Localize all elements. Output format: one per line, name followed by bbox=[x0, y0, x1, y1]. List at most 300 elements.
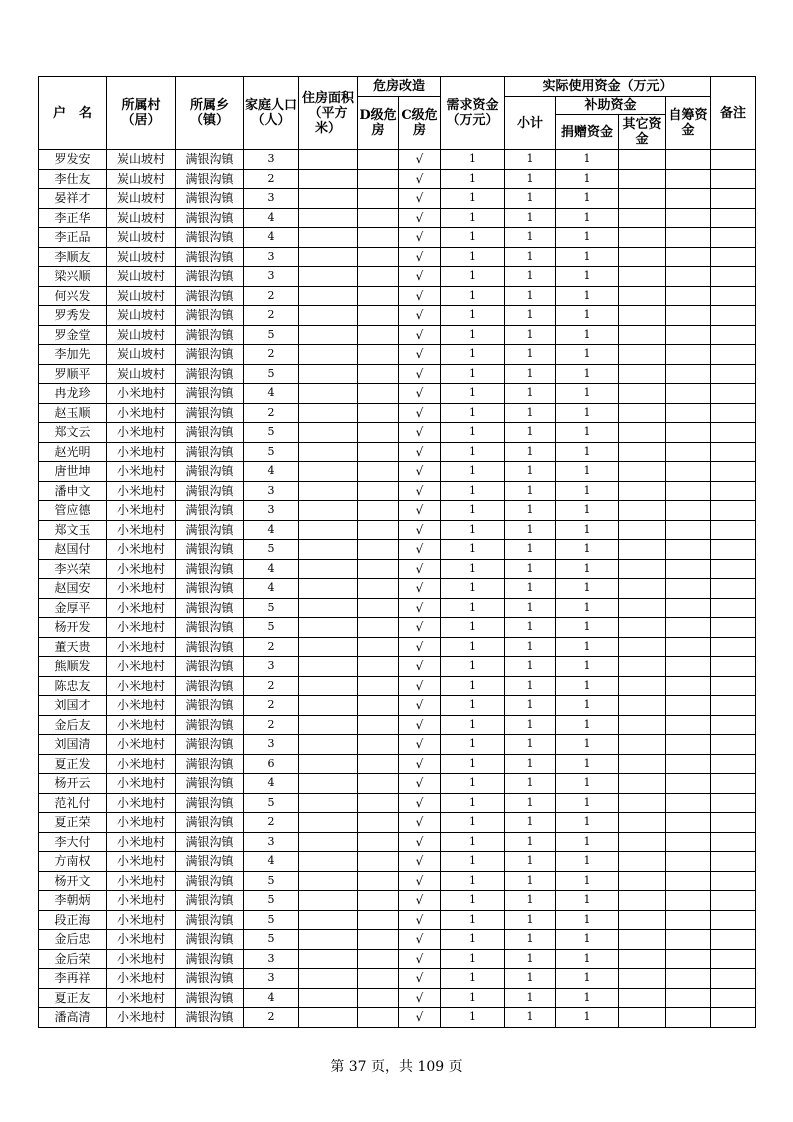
cell-population: 2 bbox=[244, 286, 299, 306]
housing-funding-table bbox=[38, 76, 756, 1028]
cell-need-funds: 1 bbox=[441, 715, 505, 735]
cell-other bbox=[619, 637, 666, 657]
table-row bbox=[39, 384, 756, 404]
cell-township: 满银沟镇 bbox=[176, 384, 244, 404]
cell-village: 炭山坡村 bbox=[107, 228, 176, 248]
cell-donation: 1 bbox=[556, 949, 619, 969]
cell-population: 2 bbox=[244, 169, 299, 189]
cell-other bbox=[619, 774, 666, 794]
cell-area bbox=[299, 481, 358, 501]
cell-village: 炭山坡村 bbox=[107, 364, 176, 384]
header-d-level: D级危房 bbox=[358, 97, 399, 150]
cell-d-level bbox=[358, 930, 399, 950]
cell-donation: 1 bbox=[556, 403, 619, 423]
cell-area bbox=[299, 442, 358, 462]
cell-d-level bbox=[358, 618, 399, 638]
table-row bbox=[39, 598, 756, 618]
cell-name: 李加先 bbox=[39, 345, 107, 365]
cell-donation: 1 bbox=[556, 559, 619, 579]
cell-village: 小米地村 bbox=[107, 969, 176, 989]
cell-village: 炭山坡村 bbox=[107, 208, 176, 228]
cell-village: 小米地村 bbox=[107, 696, 176, 716]
cell-population: 2 bbox=[244, 1008, 299, 1028]
cell-other bbox=[619, 423, 666, 443]
cell-subtotal: 1 bbox=[505, 364, 556, 384]
header-population: 家庭人口（人） bbox=[244, 77, 299, 150]
cell-other bbox=[619, 189, 666, 209]
cell-area bbox=[299, 852, 358, 872]
cell-remarks bbox=[711, 832, 756, 852]
funding-table-container bbox=[38, 76, 755, 1028]
cell-village: 小米地村 bbox=[107, 501, 176, 521]
cell-donation: 1 bbox=[556, 696, 619, 716]
header-renovation: 危房改造 bbox=[358, 77, 441, 97]
cell-remarks bbox=[711, 481, 756, 501]
cell-name: 刘国才 bbox=[39, 696, 107, 716]
cell-need-funds: 1 bbox=[441, 384, 505, 404]
cell-name: 李大付 bbox=[39, 832, 107, 852]
cell-other bbox=[619, 247, 666, 267]
cell-name: 范礼付 bbox=[39, 793, 107, 813]
cell-village: 小米地村 bbox=[107, 813, 176, 833]
table-row bbox=[39, 715, 756, 735]
cell-need-funds: 1 bbox=[441, 930, 505, 950]
cell-area bbox=[299, 774, 358, 794]
cell-township: 满银沟镇 bbox=[176, 559, 244, 579]
cell-c-level: √ bbox=[399, 364, 441, 384]
cell-c-level: √ bbox=[399, 325, 441, 345]
cell-subtotal: 1 bbox=[505, 325, 556, 345]
cell-township: 满银沟镇 bbox=[176, 325, 244, 345]
cell-d-level bbox=[358, 306, 399, 326]
cell-name: 晏祥才 bbox=[39, 189, 107, 209]
cell-name: 金后忠 bbox=[39, 930, 107, 950]
cell-c-level: √ bbox=[399, 852, 441, 872]
cell-other bbox=[619, 208, 666, 228]
cell-remarks bbox=[711, 696, 756, 716]
cell-area bbox=[299, 423, 358, 443]
cell-remarks bbox=[711, 228, 756, 248]
cell-population: 4 bbox=[244, 520, 299, 540]
cell-township: 满银沟镇 bbox=[176, 364, 244, 384]
cell-other bbox=[619, 852, 666, 872]
cell-donation: 1 bbox=[556, 579, 619, 599]
cell-other bbox=[619, 1008, 666, 1028]
cell-subtotal: 1 bbox=[505, 715, 556, 735]
cell-donation: 1 bbox=[556, 306, 619, 326]
table-row bbox=[39, 169, 756, 189]
cell-remarks bbox=[711, 189, 756, 209]
cell-subtotal: 1 bbox=[505, 871, 556, 891]
cell-c-level: √ bbox=[399, 228, 441, 248]
cell-self-raised bbox=[666, 267, 711, 287]
cell-name: 罗秀发 bbox=[39, 306, 107, 326]
cell-need-funds: 1 bbox=[441, 403, 505, 423]
cell-donation: 1 bbox=[556, 325, 619, 345]
cell-remarks bbox=[711, 208, 756, 228]
cell-township: 满银沟镇 bbox=[176, 598, 244, 618]
header-actual-funds: 实际使用资金（万元） bbox=[505, 77, 711, 97]
table-row bbox=[39, 657, 756, 677]
table-row bbox=[39, 910, 756, 930]
cell-d-level bbox=[358, 637, 399, 657]
cell-remarks bbox=[711, 150, 756, 170]
cell-area bbox=[299, 306, 358, 326]
cell-village: 小米地村 bbox=[107, 1008, 176, 1028]
cell-c-level: √ bbox=[399, 657, 441, 677]
table-row bbox=[39, 988, 756, 1008]
cell-name: 赵玉顺 bbox=[39, 403, 107, 423]
cell-d-level bbox=[358, 540, 399, 560]
cell-area bbox=[299, 813, 358, 833]
cell-donation: 1 bbox=[556, 891, 619, 911]
cell-other bbox=[619, 676, 666, 696]
cell-population: 4 bbox=[244, 988, 299, 1008]
cell-other bbox=[619, 891, 666, 911]
cell-other bbox=[619, 910, 666, 930]
cell-d-level bbox=[358, 793, 399, 813]
cell-d-level bbox=[358, 852, 399, 872]
cell-township: 满银沟镇 bbox=[176, 540, 244, 560]
cell-subtotal: 1 bbox=[505, 637, 556, 657]
cell-self-raised bbox=[666, 793, 711, 813]
table-row bbox=[39, 813, 756, 833]
cell-need-funds: 1 bbox=[441, 559, 505, 579]
cell-other bbox=[619, 949, 666, 969]
cell-need-funds: 1 bbox=[441, 267, 505, 287]
cell-name: 金后友 bbox=[39, 715, 107, 735]
cell-population: 4 bbox=[244, 208, 299, 228]
cell-population: 3 bbox=[244, 481, 299, 501]
cell-d-level bbox=[358, 657, 399, 677]
cell-d-level bbox=[358, 384, 399, 404]
cell-subtotal: 1 bbox=[505, 832, 556, 852]
cell-donation: 1 bbox=[556, 462, 619, 482]
cell-subtotal: 1 bbox=[505, 735, 556, 755]
cell-population: 3 bbox=[244, 832, 299, 852]
cell-name: 李再祥 bbox=[39, 969, 107, 989]
cell-population: 5 bbox=[244, 871, 299, 891]
cell-village: 炭山坡村 bbox=[107, 306, 176, 326]
cell-donation: 1 bbox=[556, 442, 619, 462]
cell-other bbox=[619, 442, 666, 462]
cell-village: 小米地村 bbox=[107, 618, 176, 638]
cell-remarks bbox=[711, 793, 756, 813]
header-name: 户 名 bbox=[39, 77, 107, 150]
table-row bbox=[39, 520, 756, 540]
cell-village: 小米地村 bbox=[107, 871, 176, 891]
cell-need-funds: 1 bbox=[441, 832, 505, 852]
cell-donation: 1 bbox=[556, 793, 619, 813]
cell-c-level: √ bbox=[399, 891, 441, 911]
cell-population: 2 bbox=[244, 813, 299, 833]
cell-other bbox=[619, 813, 666, 833]
table-row bbox=[39, 579, 756, 599]
cell-c-level: √ bbox=[399, 189, 441, 209]
cell-village: 小米地村 bbox=[107, 754, 176, 774]
cell-other bbox=[619, 286, 666, 306]
cell-area bbox=[299, 832, 358, 852]
cell-name: 杨开文 bbox=[39, 871, 107, 891]
cell-c-level: √ bbox=[399, 267, 441, 287]
cell-population: 2 bbox=[244, 403, 299, 423]
header-donation: 捐赠资金 bbox=[556, 115, 619, 150]
cell-remarks bbox=[711, 267, 756, 287]
cell-village: 小米地村 bbox=[107, 930, 176, 950]
cell-other bbox=[619, 403, 666, 423]
cell-c-level: √ bbox=[399, 540, 441, 560]
cell-c-level: √ bbox=[399, 637, 441, 657]
cell-remarks bbox=[711, 384, 756, 404]
cell-need-funds: 1 bbox=[441, 969, 505, 989]
cell-township: 满银沟镇 bbox=[176, 657, 244, 677]
cell-township: 满银沟镇 bbox=[176, 910, 244, 930]
cell-area bbox=[299, 267, 358, 287]
cell-township: 满银沟镇 bbox=[176, 423, 244, 443]
table-row bbox=[39, 462, 756, 482]
cell-township: 满银沟镇 bbox=[176, 208, 244, 228]
cell-subtotal: 1 bbox=[505, 520, 556, 540]
cell-donation: 1 bbox=[556, 676, 619, 696]
cell-name: 方南权 bbox=[39, 852, 107, 872]
cell-area bbox=[299, 403, 358, 423]
cell-subtotal: 1 bbox=[505, 813, 556, 833]
cell-population: 3 bbox=[244, 150, 299, 170]
cell-area bbox=[299, 247, 358, 267]
cell-need-funds: 1 bbox=[441, 813, 505, 833]
cell-other bbox=[619, 306, 666, 326]
cell-d-level bbox=[358, 189, 399, 209]
cell-subtotal: 1 bbox=[505, 793, 556, 813]
table-row bbox=[39, 345, 756, 365]
table-row bbox=[39, 676, 756, 696]
cell-self-raised bbox=[666, 637, 711, 657]
header-remarks: 备注 bbox=[711, 77, 756, 150]
cell-subtotal: 1 bbox=[505, 774, 556, 794]
cell-remarks bbox=[711, 930, 756, 950]
cell-donation: 1 bbox=[556, 501, 619, 521]
cell-d-level bbox=[358, 735, 399, 755]
cell-area bbox=[299, 228, 358, 248]
cell-self-raised bbox=[666, 852, 711, 872]
cell-name: 董天贵 bbox=[39, 637, 107, 657]
cell-name: 李正品 bbox=[39, 228, 107, 248]
cell-other bbox=[619, 715, 666, 735]
cell-other bbox=[619, 169, 666, 189]
cell-d-level bbox=[358, 871, 399, 891]
cell-subtotal: 1 bbox=[505, 267, 556, 287]
cell-name: 夏正友 bbox=[39, 988, 107, 1008]
cell-township: 满银沟镇 bbox=[176, 442, 244, 462]
cell-population: 5 bbox=[244, 910, 299, 930]
cell-self-raised bbox=[666, 696, 711, 716]
cell-remarks bbox=[711, 715, 756, 735]
cell-township: 满银沟镇 bbox=[176, 501, 244, 521]
cell-d-level bbox=[358, 501, 399, 521]
cell-donation: 1 bbox=[556, 208, 619, 228]
cell-donation: 1 bbox=[556, 384, 619, 404]
cell-name: 金后荣 bbox=[39, 949, 107, 969]
cell-self-raised bbox=[666, 306, 711, 326]
cell-d-level bbox=[358, 345, 399, 365]
cell-subtotal: 1 bbox=[505, 442, 556, 462]
cell-township: 满银沟镇 bbox=[176, 891, 244, 911]
cell-other bbox=[619, 579, 666, 599]
table-body bbox=[39, 150, 756, 1028]
cell-need-funds: 1 bbox=[441, 871, 505, 891]
cell-need-funds: 1 bbox=[441, 423, 505, 443]
cell-township: 满银沟镇 bbox=[176, 852, 244, 872]
cell-need-funds: 1 bbox=[441, 228, 505, 248]
cell-village: 小米地村 bbox=[107, 462, 176, 482]
cell-c-level: √ bbox=[399, 930, 441, 950]
cell-need-funds: 1 bbox=[441, 286, 505, 306]
cell-township: 满银沟镇 bbox=[176, 793, 244, 813]
cell-remarks bbox=[711, 754, 756, 774]
cell-village: 小米地村 bbox=[107, 774, 176, 794]
cell-township: 满银沟镇 bbox=[176, 228, 244, 248]
cell-population: 2 bbox=[244, 637, 299, 657]
cell-area bbox=[299, 735, 358, 755]
cell-other bbox=[619, 462, 666, 482]
cell-self-raised bbox=[666, 715, 711, 735]
cell-village: 炭山坡村 bbox=[107, 247, 176, 267]
cell-township: 满银沟镇 bbox=[176, 774, 244, 794]
cell-village: 小米地村 bbox=[107, 403, 176, 423]
cell-subtotal: 1 bbox=[505, 910, 556, 930]
cell-remarks bbox=[711, 637, 756, 657]
cell-township: 满银沟镇 bbox=[176, 637, 244, 657]
cell-area bbox=[299, 969, 358, 989]
cell-need-funds: 1 bbox=[441, 364, 505, 384]
cell-subtotal: 1 bbox=[505, 384, 556, 404]
cell-self-raised bbox=[666, 657, 711, 677]
cell-remarks bbox=[711, 969, 756, 989]
cell-self-raised bbox=[666, 988, 711, 1008]
cell-self-raised bbox=[666, 423, 711, 443]
cell-population: 4 bbox=[244, 384, 299, 404]
cell-d-level bbox=[358, 267, 399, 287]
table-row bbox=[39, 364, 756, 384]
cell-village: 炭山坡村 bbox=[107, 169, 176, 189]
cell-d-level bbox=[358, 988, 399, 1008]
cell-village: 炭山坡村 bbox=[107, 189, 176, 209]
cell-subtotal: 1 bbox=[505, 403, 556, 423]
cell-donation: 1 bbox=[556, 637, 619, 657]
cell-donation: 1 bbox=[556, 774, 619, 794]
cell-d-level bbox=[358, 150, 399, 170]
cell-c-level: √ bbox=[399, 774, 441, 794]
cell-area bbox=[299, 715, 358, 735]
cell-d-level bbox=[358, 442, 399, 462]
cell-c-level: √ bbox=[399, 208, 441, 228]
cell-donation: 1 bbox=[556, 618, 619, 638]
cell-self-raised bbox=[666, 559, 711, 579]
cell-other bbox=[619, 325, 666, 345]
cell-c-level: √ bbox=[399, 150, 441, 170]
cell-area bbox=[299, 910, 358, 930]
cell-subtotal: 1 bbox=[505, 150, 556, 170]
cell-c-level: √ bbox=[399, 384, 441, 404]
cell-remarks bbox=[711, 657, 756, 677]
cell-need-funds: 1 bbox=[441, 891, 505, 911]
cell-village: 小米地村 bbox=[107, 520, 176, 540]
table-row bbox=[39, 267, 756, 287]
cell-name: 冉龙珍 bbox=[39, 384, 107, 404]
cell-c-level: √ bbox=[399, 813, 441, 833]
table-row bbox=[39, 793, 756, 813]
cell-area bbox=[299, 598, 358, 618]
cell-area bbox=[299, 988, 358, 1008]
cell-c-level: √ bbox=[399, 579, 441, 599]
cell-remarks bbox=[711, 735, 756, 755]
table-row bbox=[39, 540, 756, 560]
cell-village: 小米地村 bbox=[107, 442, 176, 462]
cell-c-level: √ bbox=[399, 715, 441, 735]
cell-donation: 1 bbox=[556, 754, 619, 774]
cell-d-level bbox=[358, 774, 399, 794]
cell-township: 满银沟镇 bbox=[176, 618, 244, 638]
cell-other bbox=[619, 364, 666, 384]
cell-self-raised bbox=[666, 150, 711, 170]
cell-area bbox=[299, 1008, 358, 1028]
cell-village: 小米地村 bbox=[107, 579, 176, 599]
cell-d-level bbox=[358, 579, 399, 599]
cell-population: 4 bbox=[244, 559, 299, 579]
cell-c-level: √ bbox=[399, 462, 441, 482]
cell-other bbox=[619, 559, 666, 579]
cell-township: 满银沟镇 bbox=[176, 345, 244, 365]
header-need-funds: 需求资金（万元） bbox=[441, 77, 505, 150]
cell-remarks bbox=[711, 286, 756, 306]
cell-c-level: √ bbox=[399, 481, 441, 501]
cell-population: 2 bbox=[244, 306, 299, 326]
cell-township: 满银沟镇 bbox=[176, 462, 244, 482]
cell-name: 杨开发 bbox=[39, 618, 107, 638]
cell-other bbox=[619, 345, 666, 365]
cell-name: 潘高清 bbox=[39, 1008, 107, 1028]
cell-population: 3 bbox=[244, 657, 299, 677]
cell-name: 杨开云 bbox=[39, 774, 107, 794]
table-row bbox=[39, 832, 756, 852]
cell-population: 5 bbox=[244, 598, 299, 618]
table-row bbox=[39, 325, 756, 345]
cell-donation: 1 bbox=[556, 988, 619, 1008]
cell-remarks bbox=[711, 306, 756, 326]
cell-self-raised bbox=[666, 286, 711, 306]
cell-subtotal: 1 bbox=[505, 949, 556, 969]
cell-other bbox=[619, 618, 666, 638]
cell-other bbox=[619, 598, 666, 618]
cell-remarks bbox=[711, 852, 756, 872]
cell-need-funds: 1 bbox=[441, 208, 505, 228]
cell-subtotal: 1 bbox=[505, 247, 556, 267]
cell-self-raised bbox=[666, 384, 711, 404]
cell-population: 4 bbox=[244, 228, 299, 248]
cell-c-level: √ bbox=[399, 345, 441, 365]
cell-remarks bbox=[711, 325, 756, 345]
cell-self-raised bbox=[666, 228, 711, 248]
table-row bbox=[39, 696, 756, 716]
cell-c-level: √ bbox=[399, 423, 441, 443]
cell-village: 小米地村 bbox=[107, 949, 176, 969]
cell-d-level bbox=[358, 325, 399, 345]
cell-village: 小米地村 bbox=[107, 598, 176, 618]
cell-c-level: √ bbox=[399, 793, 441, 813]
cell-population: 5 bbox=[244, 793, 299, 813]
cell-township: 满银沟镇 bbox=[176, 403, 244, 423]
table-row bbox=[39, 949, 756, 969]
